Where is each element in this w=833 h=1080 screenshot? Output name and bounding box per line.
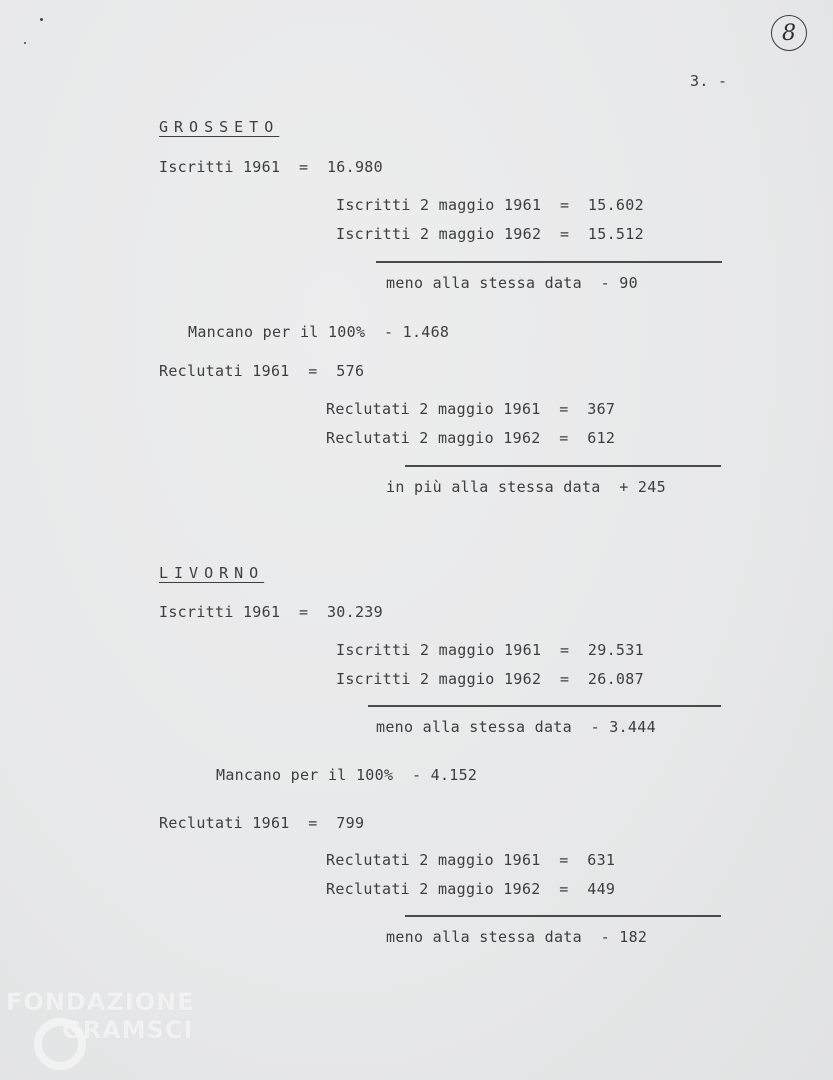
sum-rule bbox=[405, 465, 721, 467]
grosseto-reclutati-1961: Reclutati 2 maggio 1961 = 367 bbox=[326, 400, 616, 418]
watermark-logo-icon bbox=[30, 1014, 90, 1074]
grosseto-mancano: Mancano per il 100% - 1.468 bbox=[188, 323, 450, 341]
grosseto-reclutati-total: Reclutati 1961 = 576 bbox=[159, 362, 365, 380]
watermark-line2: GRAMSCI bbox=[62, 1016, 194, 1044]
page-number: 3. - bbox=[690, 72, 728, 90]
livorno-iscritti-1962: Iscritti 2 maggio 1962 = 26.087 bbox=[336, 670, 644, 688]
sum-rule bbox=[368, 705, 721, 707]
sum-rule bbox=[376, 261, 722, 263]
circled-page-number bbox=[771, 15, 807, 51]
circled-number-text: 8 bbox=[782, 20, 796, 46]
livorno-reclutati-total: Reclutati 1961 = 799 bbox=[159, 814, 365, 832]
section-heading-livorno: LIVORNO bbox=[159, 564, 265, 582]
livorno-reclutati-1962: Reclutati 2 maggio 1962 = 449 bbox=[326, 880, 616, 898]
livorno-iscritti-diff: meno alla stessa data - 3.444 bbox=[376, 718, 656, 736]
grosseto-iscritti-1962: Iscritti 2 maggio 1962 = 15.512 bbox=[336, 225, 644, 243]
grosseto-reclutati-1962: Reclutati 2 maggio 1962 = 612 bbox=[326, 429, 616, 447]
livorno-mancano: Mancano per il 100% - 4.152 bbox=[216, 766, 478, 784]
section-heading-grosseto: GROSSETO bbox=[159, 118, 280, 136]
grosseto-iscritti-total: Iscritti 1961 = 16.980 bbox=[159, 158, 383, 176]
livorno-iscritti-total: Iscritti 1961 = 30.239 bbox=[159, 603, 383, 621]
livorno-iscritti-1961: Iscritti 2 maggio 1961 = 29.531 bbox=[336, 641, 644, 659]
livorno-reclutati-1961: Reclutati 2 maggio 1961 = 631 bbox=[326, 851, 616, 869]
grosseto-reclutati-diff: in più alla stessa data + 245 bbox=[386, 478, 666, 496]
sum-rule bbox=[405, 915, 721, 917]
grosseto-iscritti-1961: Iscritti 2 maggio 1961 = 15.602 bbox=[336, 196, 644, 214]
ink-speck bbox=[40, 18, 43, 21]
watermark-line1: FONDAZIONE bbox=[6, 988, 195, 1016]
ink-speck bbox=[24, 42, 26, 44]
livorno-reclutati-diff: meno alla stessa data - 182 bbox=[386, 928, 648, 946]
grosseto-iscritti-diff: meno alla stessa data - 90 bbox=[386, 274, 638, 292]
